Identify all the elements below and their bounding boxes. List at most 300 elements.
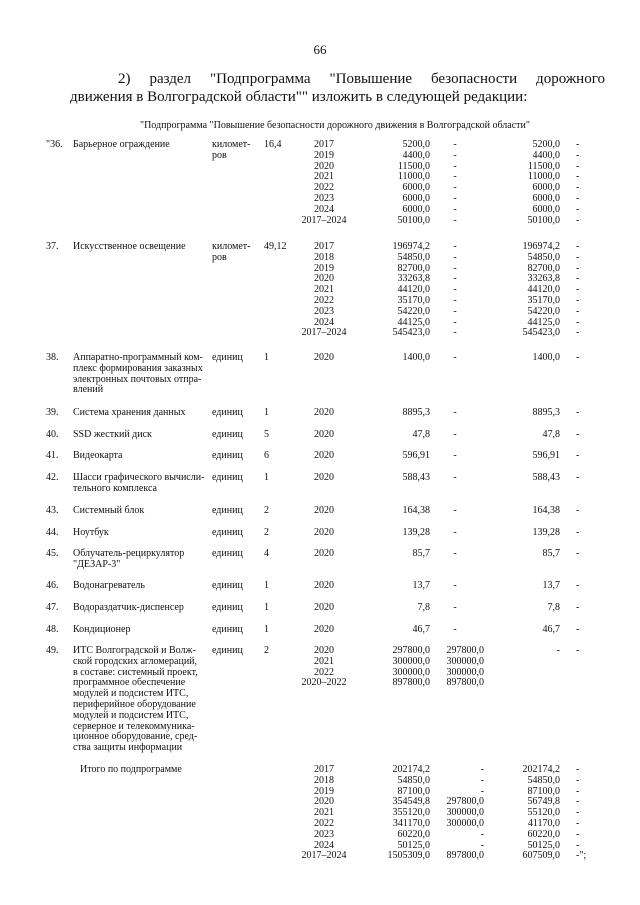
regional-budget-line: 7,8 <box>547 602 560 613</box>
unit-of-measure <box>212 549 258 560</box>
regional-budget-line: 54850,0 <box>527 251 560 263</box>
quantity: 2 <box>264 527 269 538</box>
federal-budget-line: 300000,0 <box>446 807 484 819</box>
years-line: 2020 <box>314 429 334 440</box>
regional-budget-line: 5200,0 <box>532 139 560 150</box>
federal-budget-line: - <box>453 262 457 274</box>
total-amount-line: 44125,0 <box>397 316 430 328</box>
total-amount-line: 6000,0 <box>402 192 430 204</box>
other-sources-line: - <box>576 407 580 418</box>
federal-budget-line: - <box>480 774 484 786</box>
total-amount-line: 354549,8 <box>392 796 430 808</box>
other-sources <box>576 353 606 364</box>
years <box>284 625 364 636</box>
total-amount <box>354 408 430 419</box>
other-sources-line: - <box>576 548 580 559</box>
item-name <box>73 451 213 462</box>
quantity: 2 <box>264 505 269 516</box>
unit-of-measure <box>212 353 258 364</box>
federal-budget-line: - <box>453 624 457 635</box>
federal-budget-line: 300000,0 <box>446 655 484 667</box>
quantity: 1 <box>264 407 269 418</box>
unit-of-measure-line: единиц <box>212 407 243 418</box>
regional-budget-line: 35170,0 <box>527 294 560 306</box>
years-line: 2022 <box>314 666 334 678</box>
years-line: 2022 <box>314 182 334 194</box>
years-line: 2017–2024 <box>301 327 347 339</box>
unit-of-measure <box>212 430 258 441</box>
regional-budget <box>488 408 560 419</box>
total-amount-line: 341170,0 <box>392 817 430 829</box>
regional-budget-line: 11500,0 <box>527 160 560 172</box>
other-sources-line: - <box>576 472 580 483</box>
total-amount-line: 85,7 <box>412 548 430 559</box>
item-name <box>73 140 213 151</box>
years-line: 2024 <box>314 316 334 328</box>
federal-budget-line: - <box>453 527 457 538</box>
federal-budget <box>430 408 480 419</box>
federal-budget-line: - <box>453 472 457 483</box>
total-amount-line: 355120,0 <box>392 807 430 819</box>
other-sources-line: - <box>576 527 580 538</box>
federal-budget-line: - <box>453 273 457 285</box>
other-sources-line: - <box>576 602 580 613</box>
item-name <box>80 765 240 776</box>
federal-budget-line: - <box>453 160 457 172</box>
regional-budget-line: 54220,0 <box>527 305 560 317</box>
federal-budget <box>430 430 480 441</box>
federal-budget-line: - <box>453 203 457 215</box>
other-sources <box>576 528 606 539</box>
years-line: 2023 <box>314 192 334 204</box>
federal-budget-line: - <box>453 548 457 559</box>
years <box>284 528 364 539</box>
federal-budget <box>430 473 480 484</box>
regional-budget-line: 82700,0 <box>527 262 560 274</box>
federal-budget <box>430 242 480 339</box>
total-amount <box>354 506 430 517</box>
item-name-line: Облучатель-рециркулятор <box>73 548 185 559</box>
other-sources-line: - <box>576 160 580 172</box>
item-name-line: программное обеспечение <box>73 677 186 689</box>
other-sources-line: - <box>576 828 580 840</box>
item-name-line: Шасси графического вычисли- <box>73 472 205 483</box>
unit-of-measure <box>212 451 258 462</box>
federal-budget <box>430 528 480 539</box>
years <box>284 549 364 560</box>
federal-budget-line: 897800,0 <box>446 850 484 862</box>
other-sources-line: - <box>576 429 580 440</box>
section-heading <box>70 70 605 106</box>
other-sources-line: - <box>576 273 580 285</box>
item-name-line: периферийное оборудование <box>73 698 196 710</box>
row-number: 40. <box>46 429 59 440</box>
total-amount-line: 46,7 <box>412 624 430 635</box>
regional-budget <box>488 140 560 226</box>
unit-of-measure-line: единиц <box>212 505 243 516</box>
total-amount-line: 87100,0 <box>397 785 430 797</box>
federal-budget-line: - <box>480 828 484 840</box>
regional-budget-line: 6000,0 <box>532 182 560 194</box>
total-amount-line: 596,91 <box>402 450 430 461</box>
subprogram-title: "Подпрограмма "Повышение безопасности дорожного движения в Волгоградской области" <box>140 120 530 131</box>
item-name <box>73 408 213 419</box>
total-amount <box>354 430 430 441</box>
regional-budget-line: 41170,0 <box>527 817 560 829</box>
regional-budget-line: 1400,0 <box>532 352 560 363</box>
total-amount-line: 897800,0 <box>392 677 430 689</box>
row-number: 39. <box>46 407 59 418</box>
total-amount-line: 11000,0 <box>397 171 430 183</box>
federal-budget <box>430 506 480 517</box>
total-amount <box>354 549 430 560</box>
regional-budget <box>488 473 560 484</box>
total-amount-line: 164,38 <box>402 505 430 516</box>
other-sources-line: - <box>576 352 580 363</box>
unit-of-measure <box>212 473 258 484</box>
unit-of-measure-line: единиц <box>212 548 243 559</box>
years <box>284 765 364 862</box>
item-name-line: Барьерное ограждение <box>73 139 170 150</box>
item-name-line: ской городских агломераций, <box>73 655 198 667</box>
other-sources <box>576 549 606 560</box>
federal-budget-line: - <box>453 327 457 339</box>
item-name-line: Системный блок <box>73 505 145 516</box>
unit-of-measure <box>212 646 258 657</box>
federal-budget-line: - <box>453 505 457 516</box>
years-line: 2020 <box>314 160 334 172</box>
years <box>284 430 364 441</box>
regional-budget <box>488 506 560 517</box>
other-sources <box>576 408 606 419</box>
years-line: 2020 <box>314 624 334 635</box>
regional-budget-line: 4400,0 <box>532 149 560 161</box>
total-amount-line: 82700,0 <box>397 262 430 274</box>
years-line: 2020 <box>314 273 334 285</box>
item-name <box>73 646 213 754</box>
other-sources-line: - <box>576 284 580 296</box>
federal-budget-line: - <box>453 352 457 363</box>
item-name-line: "ДЕЗАР-3" <box>73 558 121 570</box>
regional-budget <box>488 646 560 657</box>
federal-budget-line: - <box>453 214 457 226</box>
total-amount-line: 8895,3 <box>402 407 430 418</box>
unit-of-measure-line: единиц <box>212 450 243 461</box>
quantity: 1 <box>264 472 269 483</box>
other-sources-line: - <box>576 817 580 829</box>
other-sources-line: - <box>576 214 580 226</box>
federal-budget <box>430 625 480 636</box>
years-line: 2017 <box>314 764 334 775</box>
regional-budget-line: 6000,0 <box>532 192 560 204</box>
quantity: 6 <box>264 450 269 461</box>
total-amount-line: 50100,0 <box>397 214 430 226</box>
item-name-line: в составе: системный проект, <box>73 666 198 678</box>
unit-of-measure-line: километ- <box>212 139 251 150</box>
regional-budget-line: 47,8 <box>542 429 560 440</box>
total-amount-line: 297800,0 <box>392 645 430 656</box>
total-amount <box>354 353 430 364</box>
regional-budget-line: 596,91 <box>532 450 560 461</box>
unit-of-measure-line: километ- <box>212 241 251 252</box>
years-line: 2020 <box>314 645 334 656</box>
years <box>284 473 364 484</box>
row-number: 49. <box>46 645 59 656</box>
total-amount-line: 196974,2 <box>392 241 430 252</box>
years-line: 2022 <box>314 817 334 829</box>
item-name <box>73 353 213 396</box>
row-number: 48. <box>46 624 59 635</box>
other-sources-line: - <box>576 251 580 263</box>
years-line: 2020 <box>314 472 334 483</box>
regional-budget-line: 87100,0 <box>527 785 560 797</box>
other-sources <box>576 581 606 592</box>
item-name-line: Итого по подпрограмме <box>80 764 182 775</box>
unit-of-measure-line: единиц <box>212 624 243 635</box>
item-name-line: Аппаратно-программный ком- <box>73 352 203 363</box>
item-name-line: тельного комплекса <box>73 482 157 494</box>
other-sources-line: - <box>576 203 580 215</box>
regional-budget <box>488 430 560 441</box>
other-sources-line: - <box>576 764 580 775</box>
unit-of-measure-line: единиц <box>212 645 243 656</box>
years-line: 2018 <box>314 774 334 786</box>
total-amount-line: 4400,0 <box>402 149 430 161</box>
item-name <box>73 242 213 253</box>
total-amount-line: 47,8 <box>412 429 430 440</box>
federal-budget-line: - <box>480 764 484 775</box>
federal-budget-line: - <box>453 407 457 418</box>
federal-budget <box>430 451 480 462</box>
years <box>284 140 364 226</box>
years-line: 2017 <box>314 139 334 150</box>
item-name-line: Водораздатчик-диспенсер <box>73 602 184 613</box>
total-amount <box>354 765 430 862</box>
federal-budget <box>430 603 480 614</box>
years-line: 2021 <box>314 284 334 296</box>
item-name-line: плекс формирования заказных <box>73 362 203 374</box>
regional-budget-line: 85,7 <box>542 548 560 559</box>
unit-of-measure <box>212 506 258 517</box>
total-amount-line: 588,43 <box>402 472 430 483</box>
regional-budget-line: 54850,0 <box>527 774 560 786</box>
item-name-line: ционное оборудование, сред- <box>73 731 198 743</box>
total-amount <box>354 451 430 462</box>
other-sources <box>576 140 606 226</box>
quantity: 1 <box>264 624 269 635</box>
federal-budget <box>430 140 480 226</box>
unit-of-measure-line: единиц <box>212 580 243 591</box>
regional-budget-line: 44120,0 <box>527 284 560 296</box>
item-name-line: модулей и подсистем ИТС, <box>73 688 189 700</box>
federal-budget-line: - <box>453 294 457 306</box>
total-amount-line: 5200,0 <box>402 139 430 150</box>
total-amount <box>354 140 430 226</box>
total-amount-line: 7,8 <box>417 602 430 613</box>
total-amount-line: 50125,0 <box>397 839 430 851</box>
regional-budget <box>488 765 560 862</box>
federal-budget-line: 297800,0 <box>446 796 484 808</box>
regional-budget-line: 13,7 <box>542 580 560 591</box>
years-line: 2017–2024 <box>301 214 347 226</box>
item-name <box>73 528 213 539</box>
other-sources-line: - <box>576 182 580 194</box>
quantity: 16,4 <box>264 139 282 150</box>
other-sources <box>576 765 606 862</box>
other-sources-line: - <box>576 192 580 204</box>
regional-budget-line: 50125,0 <box>527 839 560 851</box>
regional-budget-line: 55120,0 <box>527 807 560 819</box>
other-sources <box>576 625 606 636</box>
federal-budget <box>430 549 480 560</box>
regional-budget <box>488 353 560 364</box>
regional-budget-line: 11000,0 <box>527 171 560 183</box>
years-line: 2023 <box>314 828 334 840</box>
years <box>284 242 364 339</box>
regional-budget-line: 545423,0 <box>522 327 560 339</box>
regional-budget <box>488 242 560 339</box>
years-line: 2024 <box>314 839 334 851</box>
federal-budget-line: - <box>480 839 484 851</box>
other-sources-line: - <box>576 580 580 591</box>
years-line: 2020 <box>314 580 334 591</box>
regional-budget-line: 56749,8 <box>527 796 560 808</box>
other-sources <box>576 646 606 657</box>
other-sources <box>576 473 606 484</box>
federal-budget-line: - <box>453 241 457 252</box>
item-name <box>73 581 213 592</box>
other-sources-line: - <box>576 139 580 150</box>
other-sources-line: - <box>576 796 580 808</box>
regional-budget-line: 50100,0 <box>527 214 560 226</box>
unit-of-measure-line: единиц <box>212 352 243 363</box>
years-line: 2017 <box>314 241 334 252</box>
total-amount-line: 545423,0 <box>392 327 430 339</box>
federal-budget <box>430 353 480 364</box>
federal-budget-line: - <box>453 251 457 263</box>
row-number: 41. <box>46 450 59 461</box>
other-sources-line: -"; <box>576 850 587 862</box>
other-sources <box>576 430 606 441</box>
other-sources-line: - <box>576 171 580 183</box>
other-sources-line: - <box>576 839 580 851</box>
page-number: 66 <box>313 42 327 57</box>
item-name-line: SSD жесткий диск <box>73 429 152 440</box>
total-amount-line: 6000,0 <box>402 182 430 194</box>
years-line: 2019 <box>314 262 334 274</box>
years-line: 2018 <box>314 251 334 263</box>
quantity: 2 <box>264 645 269 656</box>
years-line: 2020 <box>314 796 334 808</box>
total-amount-line: 300000,0 <box>392 655 430 667</box>
item-name <box>73 603 213 614</box>
other-sources-line: - <box>576 645 580 656</box>
federal-budget-line: - <box>453 284 457 296</box>
total-amount-line: 1505309,0 <box>387 850 430 862</box>
row-number: 46. <box>46 580 59 591</box>
federal-budget-line: 300000,0 <box>446 817 484 829</box>
other-sources <box>576 506 606 517</box>
total-amount <box>354 528 430 539</box>
item-name <box>73 430 213 441</box>
heading-line-1: 2) раздел "Подпрограмма "Повышение безопасности дорожного <box>118 71 605 87</box>
federal-budget-line: - <box>453 580 457 591</box>
total-amount-line: 33263,8 <box>397 273 430 285</box>
row-number: 44. <box>46 527 59 538</box>
other-sources-line: - <box>576 294 580 306</box>
years-line: 2020 <box>314 407 334 418</box>
item-name-line: Кондиционер <box>73 624 131 635</box>
regional-budget <box>488 603 560 614</box>
unit-of-measure-line: единиц <box>212 527 243 538</box>
total-amount-line: 60220,0 <box>397 828 430 840</box>
federal-budget-line: - <box>453 305 457 317</box>
row-number: 42. <box>46 472 59 483</box>
total-amount-line: 54850,0 <box>397 774 430 786</box>
federal-budget-line: - <box>453 182 457 194</box>
years <box>284 506 364 517</box>
regional-budget <box>488 451 560 462</box>
total-amount-line: 54220,0 <box>397 305 430 317</box>
unit-of-measure-line: ров <box>212 149 227 161</box>
years <box>284 451 364 462</box>
row-number: "36. <box>46 139 63 150</box>
federal-budget-line: - <box>453 139 457 150</box>
other-sources-line: - <box>576 450 580 461</box>
regional-budget-line: 60220,0 <box>527 828 560 840</box>
row-number: 37. <box>46 241 59 252</box>
item-name-line: Искусственное освещение <box>73 241 186 252</box>
other-sources-line: - <box>576 327 580 339</box>
unit-of-measure-line: единиц <box>212 429 243 440</box>
total-amount-line: 1400,0 <box>402 352 430 363</box>
years-line: 2021 <box>314 171 334 183</box>
regional-budget-line: 607509,0 <box>522 850 560 862</box>
item-name-line: модулей и подсистем ИТС, <box>73 709 189 721</box>
item-name-line: Ноутбук <box>73 527 109 538</box>
heading-line-2: движения в Волгоградской области"" изложить в следующей редакции: <box>70 89 528 105</box>
federal-budget-line: - <box>453 602 457 613</box>
unit-of-measure <box>212 603 258 614</box>
years-line: 2020–2022 <box>301 677 347 689</box>
unit-of-measure <box>212 242 258 264</box>
item-name <box>73 506 213 517</box>
regional-budget <box>488 528 560 539</box>
total-amount <box>354 581 430 592</box>
regional-budget-line: 196974,2 <box>522 241 560 252</box>
regional-budget-line: 44125,0 <box>527 316 560 328</box>
years-line: 2020 <box>314 505 334 516</box>
regional-budget-line: 6000,0 <box>532 203 560 215</box>
years-line: 2020 <box>314 450 334 461</box>
years-line: 2021 <box>314 655 334 667</box>
quantity: 1 <box>264 602 269 613</box>
federal-budget-line: - <box>480 785 484 797</box>
regional-budget <box>488 625 560 636</box>
years <box>284 408 364 419</box>
quantity: 4 <box>264 548 269 559</box>
years-line: 2024 <box>314 203 334 215</box>
federal-budget-line: - <box>453 192 457 204</box>
item-name <box>73 549 213 571</box>
total-amount-line: 6000,0 <box>402 203 430 215</box>
quantity: 5 <box>264 429 269 440</box>
regional-budget <box>488 581 560 592</box>
item-name-line: влений <box>73 384 104 396</box>
total-amount-line: 300000,0 <box>392 666 430 678</box>
item-name-line: электронных почтовых отпра- <box>73 373 202 385</box>
federal-budget-line: 897800,0 <box>446 677 484 689</box>
